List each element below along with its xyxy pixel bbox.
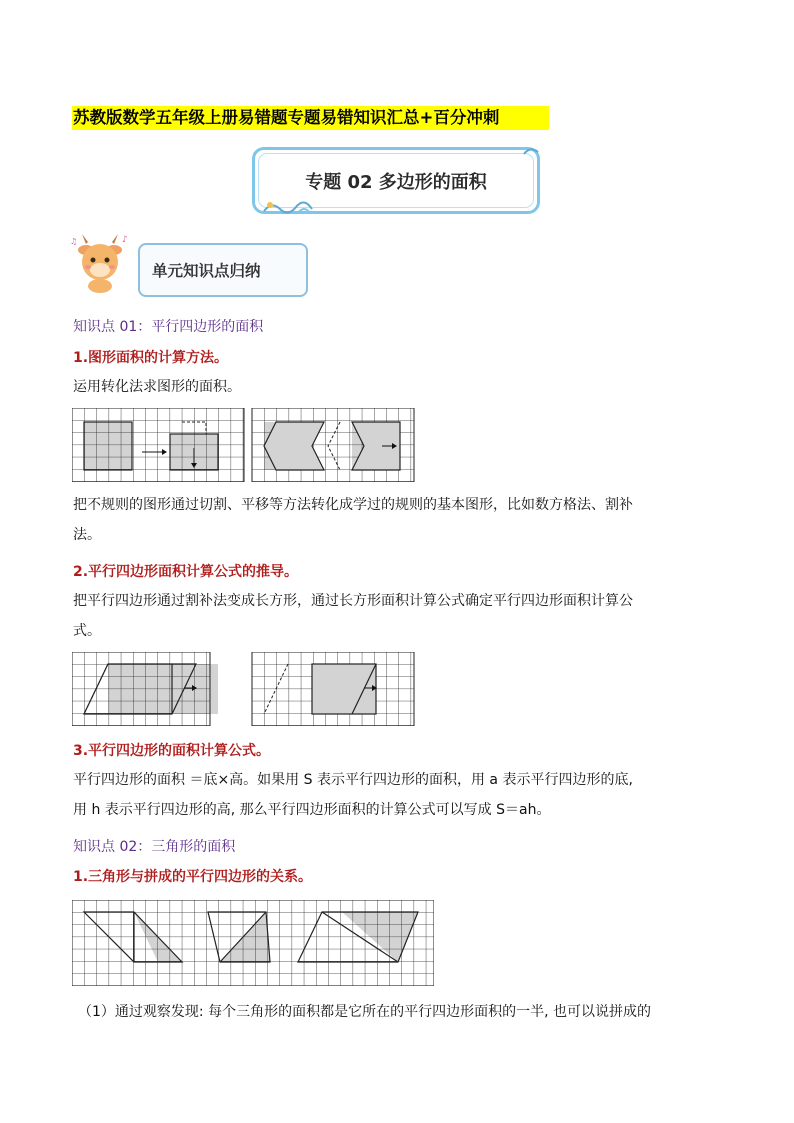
grid-figure-transform (72, 408, 417, 482)
subheading: 1.三角形与拼成的平行四边形的关系。 (73, 869, 313, 885)
paragraph-line: 运用转化法求图形的面积。 (73, 379, 241, 395)
svg-text:♪: ♪ (122, 235, 128, 245)
paragraph (73, 765, 733, 825)
subheading: 3.平行四边形的面积计算公式。 (73, 743, 271, 759)
svg-text:♫: ♫ (70, 237, 78, 246)
paragraph-line: 式。 (73, 623, 101, 639)
paragraph-line: 用 h 表示平行四边形的高, 那么平行四边形面积的计算公式可以写成 S＝ah。 (73, 802, 551, 818)
wave-decoration-icon (262, 197, 322, 217)
paragraph (73, 586, 733, 646)
paragraph (73, 372, 733, 402)
paragraph (73, 490, 733, 550)
paragraph-line: 把平行四边形通过割补法变成长方形，通过长方形面积计算公式确定平行四边形面积计算公 (73, 593, 633, 609)
grid-figure-triangles (72, 900, 434, 986)
paragraph-line: 把不规则的图形通过切割、平移等方法转化成学过的规则的基本图形，比如数方格法、割补 (73, 497, 633, 513)
knowledge-point-heading: 知识点 02：三角形的面积 (73, 839, 236, 855)
topic-title: 专题 02 多边形的面积 (305, 172, 487, 193)
subheading: 2.平行四边形面积计算公式的推导。 (73, 564, 299, 580)
section-title: 单元知识点归纳 (152, 262, 261, 280)
subheading: 1.图形面积的计算方法。 (73, 350, 229, 366)
paragraph-line: 法。 (73, 527, 101, 543)
document-title: 苏教版数学五年级上册易错题专题易错知识汇总+百分冲刺 (73, 108, 500, 127)
paragraph (78, 997, 738, 1027)
grid-figure-parallelogram-to-rectangle (72, 652, 417, 726)
paragraph-line: （1）通过观察发现: 每个三角形的面积都是它所在的平行四边形面积的一半, 也可以说拼成的 (78, 1004, 651, 1020)
deer-mascot-icon (66, 232, 136, 294)
star-decoration-icon (522, 146, 540, 160)
knowledge-point-heading: 知识点 01：平行四边形的面积 (73, 319, 264, 335)
paragraph-line: 平行四边形的面积 ＝底×高。如果用 S 表示平行四边形的面积，用 a 表示平行四边形的底, (73, 772, 633, 788)
